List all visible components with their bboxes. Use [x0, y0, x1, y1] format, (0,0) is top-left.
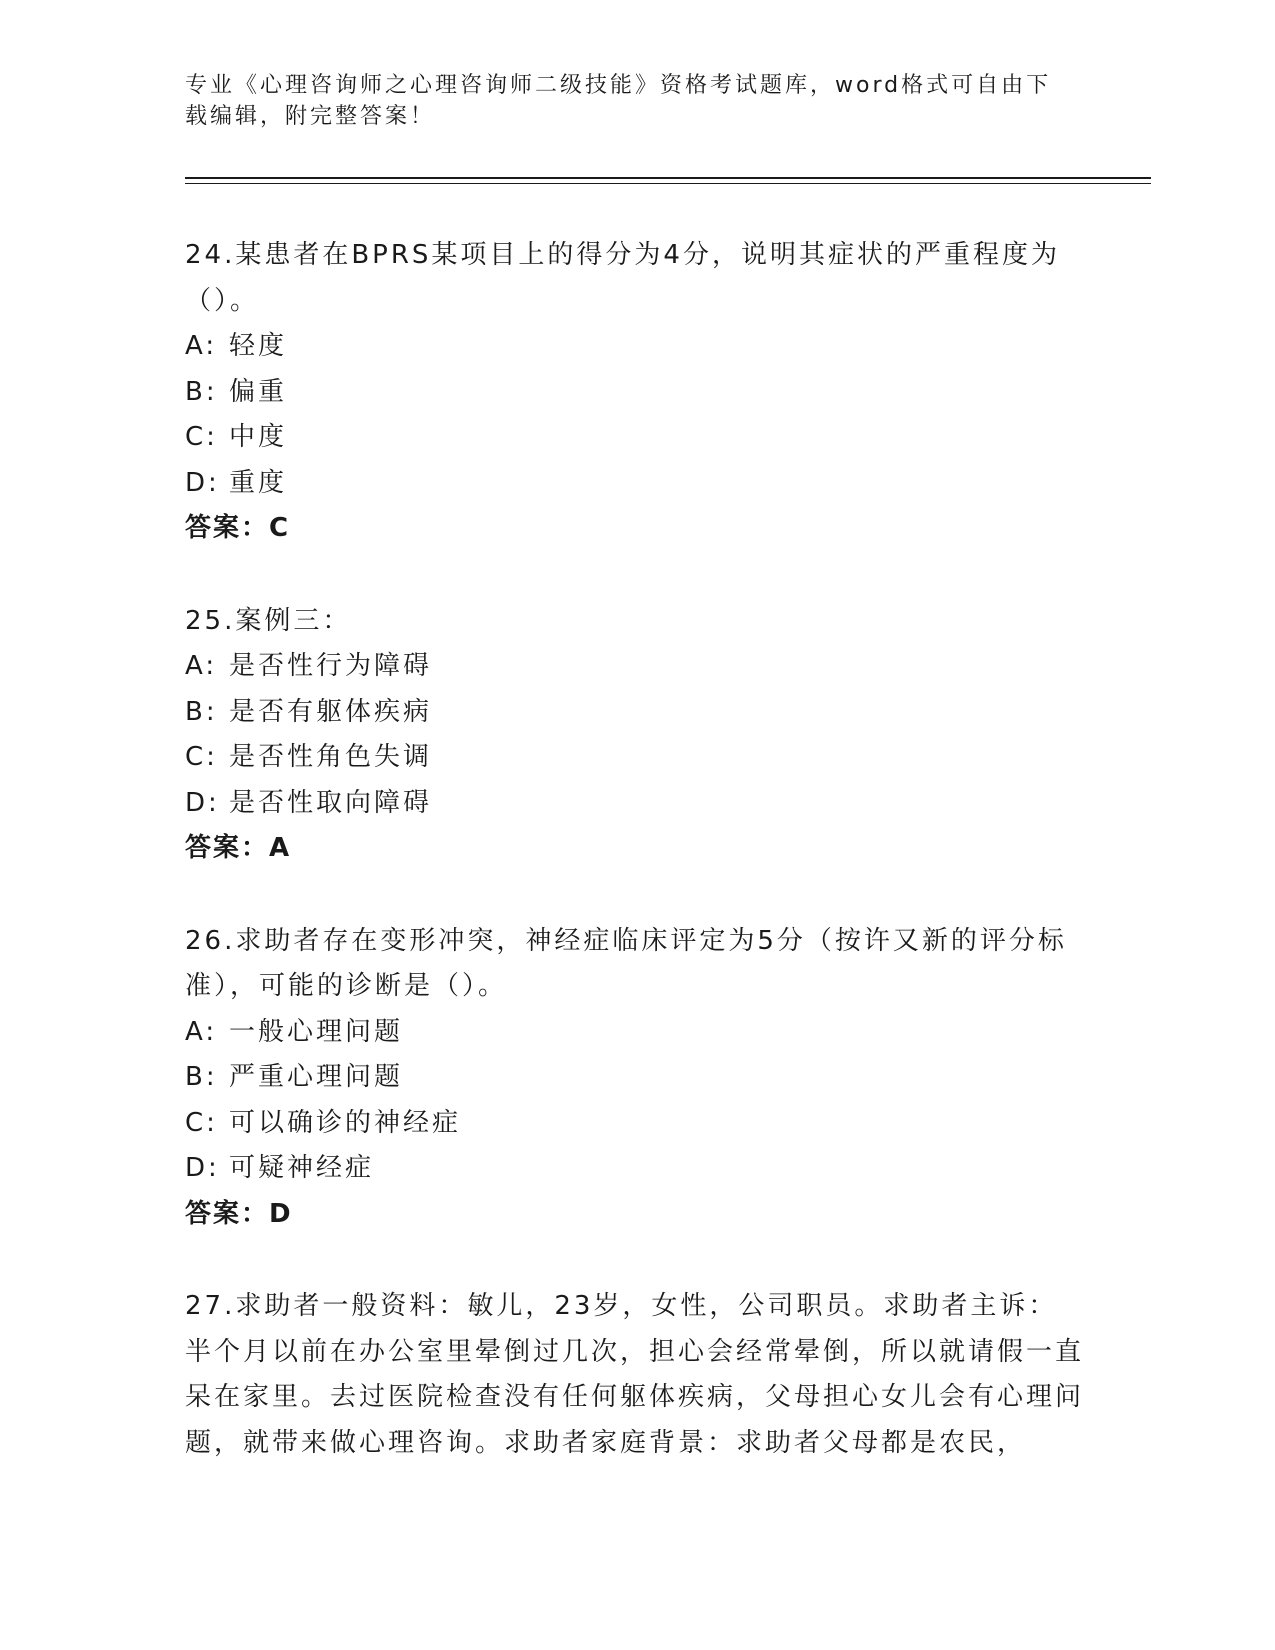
option-letter: D: [185, 1153, 220, 1183]
option-letter: C: [185, 422, 218, 452]
option-letter: D: [185, 467, 220, 498]
option-b [185, 370, 1085, 416]
option-text: 中度 [229, 422, 288, 452]
question-25 [185, 599, 1085, 872]
question-27 [185, 1284, 1085, 1466]
option-letter: B: [185, 376, 218, 407]
option-text: 是否性取向障碍 [229, 787, 433, 818]
option-text: 重度 [229, 467, 288, 498]
option-text: 是否性角色失调 [229, 742, 433, 772]
question-text: 24.某患者在BPRS某项目上的得分为4分，说明其症状的严重程度为（）。 [185, 240, 1060, 316]
option-d [185, 781, 1085, 827]
option-c [185, 1101, 1085, 1147]
option-letter: A: [185, 1016, 218, 1047]
option-c [185, 735, 1085, 781]
answer-line: 答案：A [185, 833, 292, 863]
answer-line: 答案：C [185, 513, 291, 543]
answer-line: 答案：D [185, 1198, 293, 1229]
option-a [185, 644, 1085, 690]
header-rule-thin [185, 183, 1151, 184]
option-letter: B: [185, 1062, 218, 1092]
option-d [185, 1146, 1085, 1192]
option-text: 严重心理问题 [229, 1062, 404, 1092]
option-letter: C: [185, 742, 218, 772]
option-text: 可疑神经症 [229, 1153, 375, 1183]
option-letter: A: [185, 331, 218, 361]
option-c [185, 415, 1085, 461]
option-letter: C: [185, 1107, 218, 1138]
option-text: 一般心理问题 [229, 1016, 404, 1047]
question-26 [185, 919, 1085, 1238]
option-text: 轻度 [229, 331, 288, 361]
option-text: 可以确诊的神经症 [229, 1107, 462, 1138]
document-intro: 专业《心理咨询师之心理咨询师二级技能》资格考试题库，word格式可自由下载编辑，附完整答案！ [185, 73, 1052, 129]
option-text: 是否有躯体疾病 [229, 696, 433, 727]
option-letter: A: [185, 651, 218, 681]
question-text: 25.案例三： [185, 605, 352, 636]
option-a [185, 1010, 1085, 1056]
option-d [185, 461, 1085, 507]
option-a [185, 324, 1085, 370]
question-list [185, 233, 1085, 1513]
option-letter: D: [185, 787, 220, 818]
header-rule-thick [185, 177, 1151, 179]
option-text: 偏重 [229, 376, 288, 407]
question-24 [185, 233, 1085, 552]
question-text: 27.求助者一般资料：敏儿，23岁，女性，公司职员。求助者主诉：半个月以前在办公室里晕倒过几次，担心会经常晕倒，所以就请假一直呆在家里。去过医院检查没有任何躯体疾病，父母担心女儿会有心理问题，就带来做心理咨询。求助者家庭背景：求助者父母都是农民， [185, 1291, 1085, 1458]
option-text: 是否性行为障碍 [229, 651, 433, 681]
option-b [185, 1055, 1085, 1101]
option-b [185, 690, 1085, 736]
question-text: 26.求助者存在变形冲突，神经症临床评定为5分（按许又新的评分标准），可能的诊断是（）。 [185, 925, 1067, 1001]
option-letter: B: [185, 696, 218, 727]
